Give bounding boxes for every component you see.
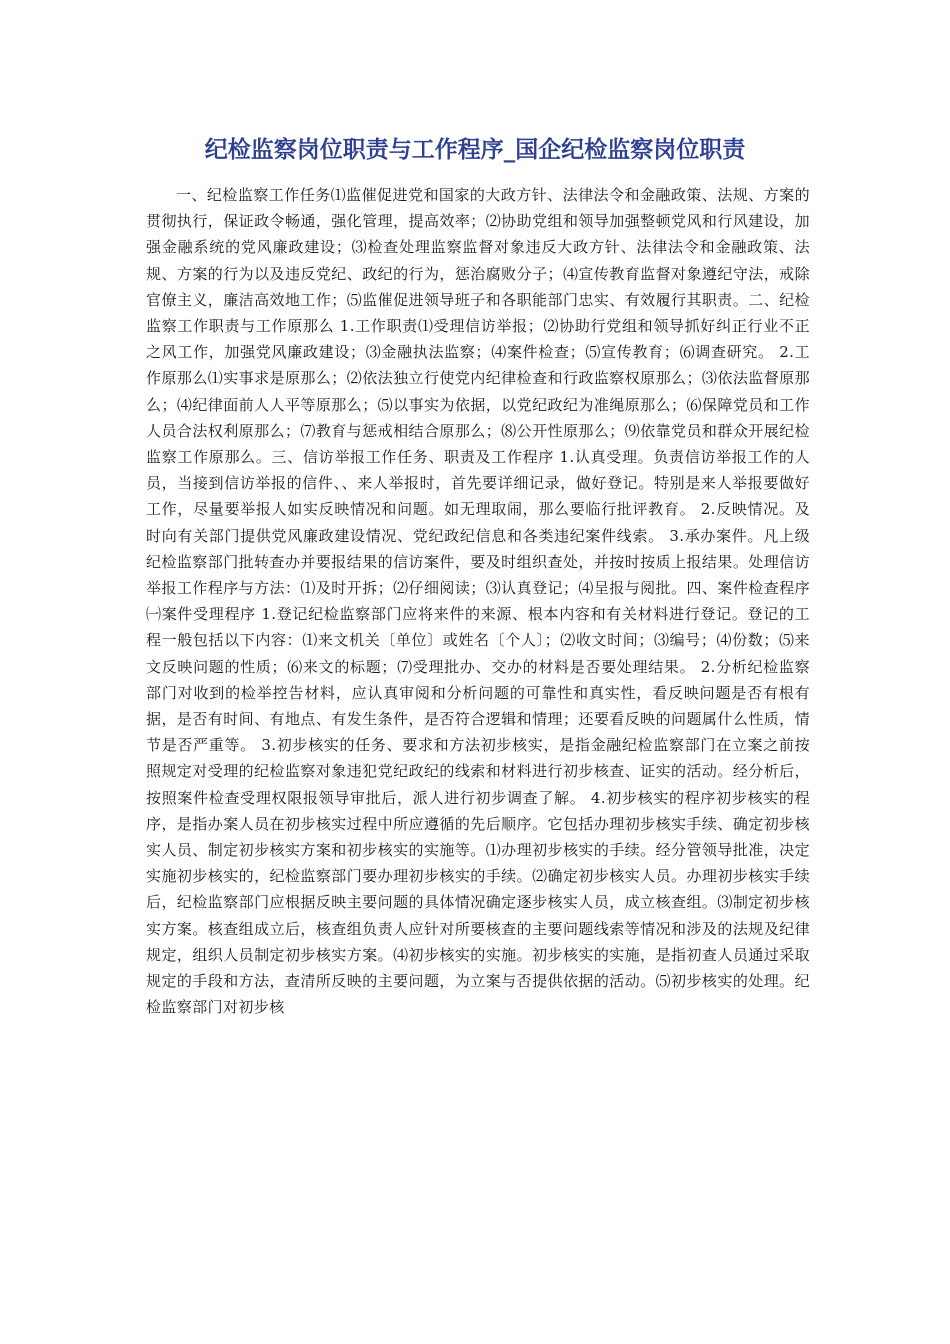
document-title: 纪检监察岗位职责与工作程序_国企纪检监察岗位职责 bbox=[204, 137, 746, 163]
document-body: 一、纪检监察工作任务⑴监催促进党和国家的大政方针、法律法令和金融政策、法规、方案的贯彻执行，保证政令畅通，强化管理，提高效率；⑵协助党组和领导加强整顿党风和行风建设，加强金融系统的党风廉政建设；⑶检查处理监察监督对象违反大政方针、法律法令和金融政策、法规、方案的行为以及违反党纪、政纪的行为，惩治腐败分子；⑷宣传教育监督对象遵纪守法，戒除官僚主义，廉洁高效地工作；⑸监催促进领导班子和各职能部门忠实、有效履行其职责。二、纪检监察工作职责与工作原那么 1.工作职责⑴受理信访举报；⑵协助行党组和领导抓好纠正行业不正之风工作，加强党风廉政建设；⑶金融执法监察；⑷案件检查；⑸宣传教育；⑹调查研究。 2.工作原那么⑴实事求是原那么；⑵依法独立行使党内纪律检查和行政监察权原那么；⑶依法监督原那么；⑷纪律面前人人平等原那么；⑸以事实为依据，以党纪政纪为准绳原那么；⑹保障党员和工作人员合法权利原那么；⑺教育与惩戒相结合原那么；⑻公开性原那么；⑼依靠党员和群众开展纪检监察工作原那么。三、信访举报工作任务、职责及工作程序 1.认真受理。负责信访举报工作的人员，当接到信访举报的信件、、来人举报时，首先要详细记录，做好登记。特别是来人举报要做好工作，尽量要举报人如实反映情况和问题。如无理取闹，那么要临行批评教育。 2.反映情况。及时向有关部门提供党风廉政建设情况、党纪政纪信息和各类违纪案件线索。 3.承办案件。凡上级纪检监察部门批转查办并要报结果的信访案件，要及时组织查处，并按时按质上报结果。处理信访举报工作程序与方法：⑴及时开拆；⑵仔细阅读；⑶认真登记；⑷呈报与阅批。四、案件检查程序㈠案件受理程序 1.登记纪检监察部门应将来件的来源、根本内容和有关材料进行登记。登记的工程一般包括以下内容：⑴来文机关〔单位〕或姓名〔个人〕；⑵收文时间；⑶编号；⑷份数；⑸来文反映问题的性质；⑹来文的标题；⑺受理批办、交办的材料是否要处理结果。 2.分析纪检监察部门对收到的检举控告材料，应认真审阅和分析问题的可靠性和真实性，看反映问题是否有根有据，是否有时间、有地点、有发生条件，是否符合逻辑和情理；还要看反映的问题属什么性质，情节是否严重等。 3.初步核实的任务、要求和方法初步核实，是指金融纪检监察部门在立案之前按照规定对受理的纪检监察对象违犯党纪政纪的线索和材料进行初步核查、证实的活动。经分析后，按照案件检查受理权限报领导审批后，派人进行初步调查了解。 4.初步核实的程序初步核实的程序，是指办案人员在初步核实过程中所应遵循的先后顺序。它包括办理初步核实手续、确定初步核实人员、制定初步核实方案和初步核实的实施等。⑴办理初步核实的手续。经分管领导批准，决定实施初步核实的，纪检监察部门要办理初步核实的手续。⑵确定初步核实人员。办理初步核实手续后，纪检监察部门应根据反映主要问题的具体情况确定逐步核实人员，成立核查组。⑶制定初步核实方案。核查组成立后，核查组负责人应针对所要核查的主要问题线索等情况和涉及的法规及纪律规定，组织人员制定初步核实方案。⑷初步核实的实施。初步核实的实施，是指初查人员通过采取规定的手段和方法，查清所反映的主要问题，为立案与否提供依据的活动。⑸初步核实的处理。纪检监察部门对初步核 bbox=[146, 186, 810, 1017]
